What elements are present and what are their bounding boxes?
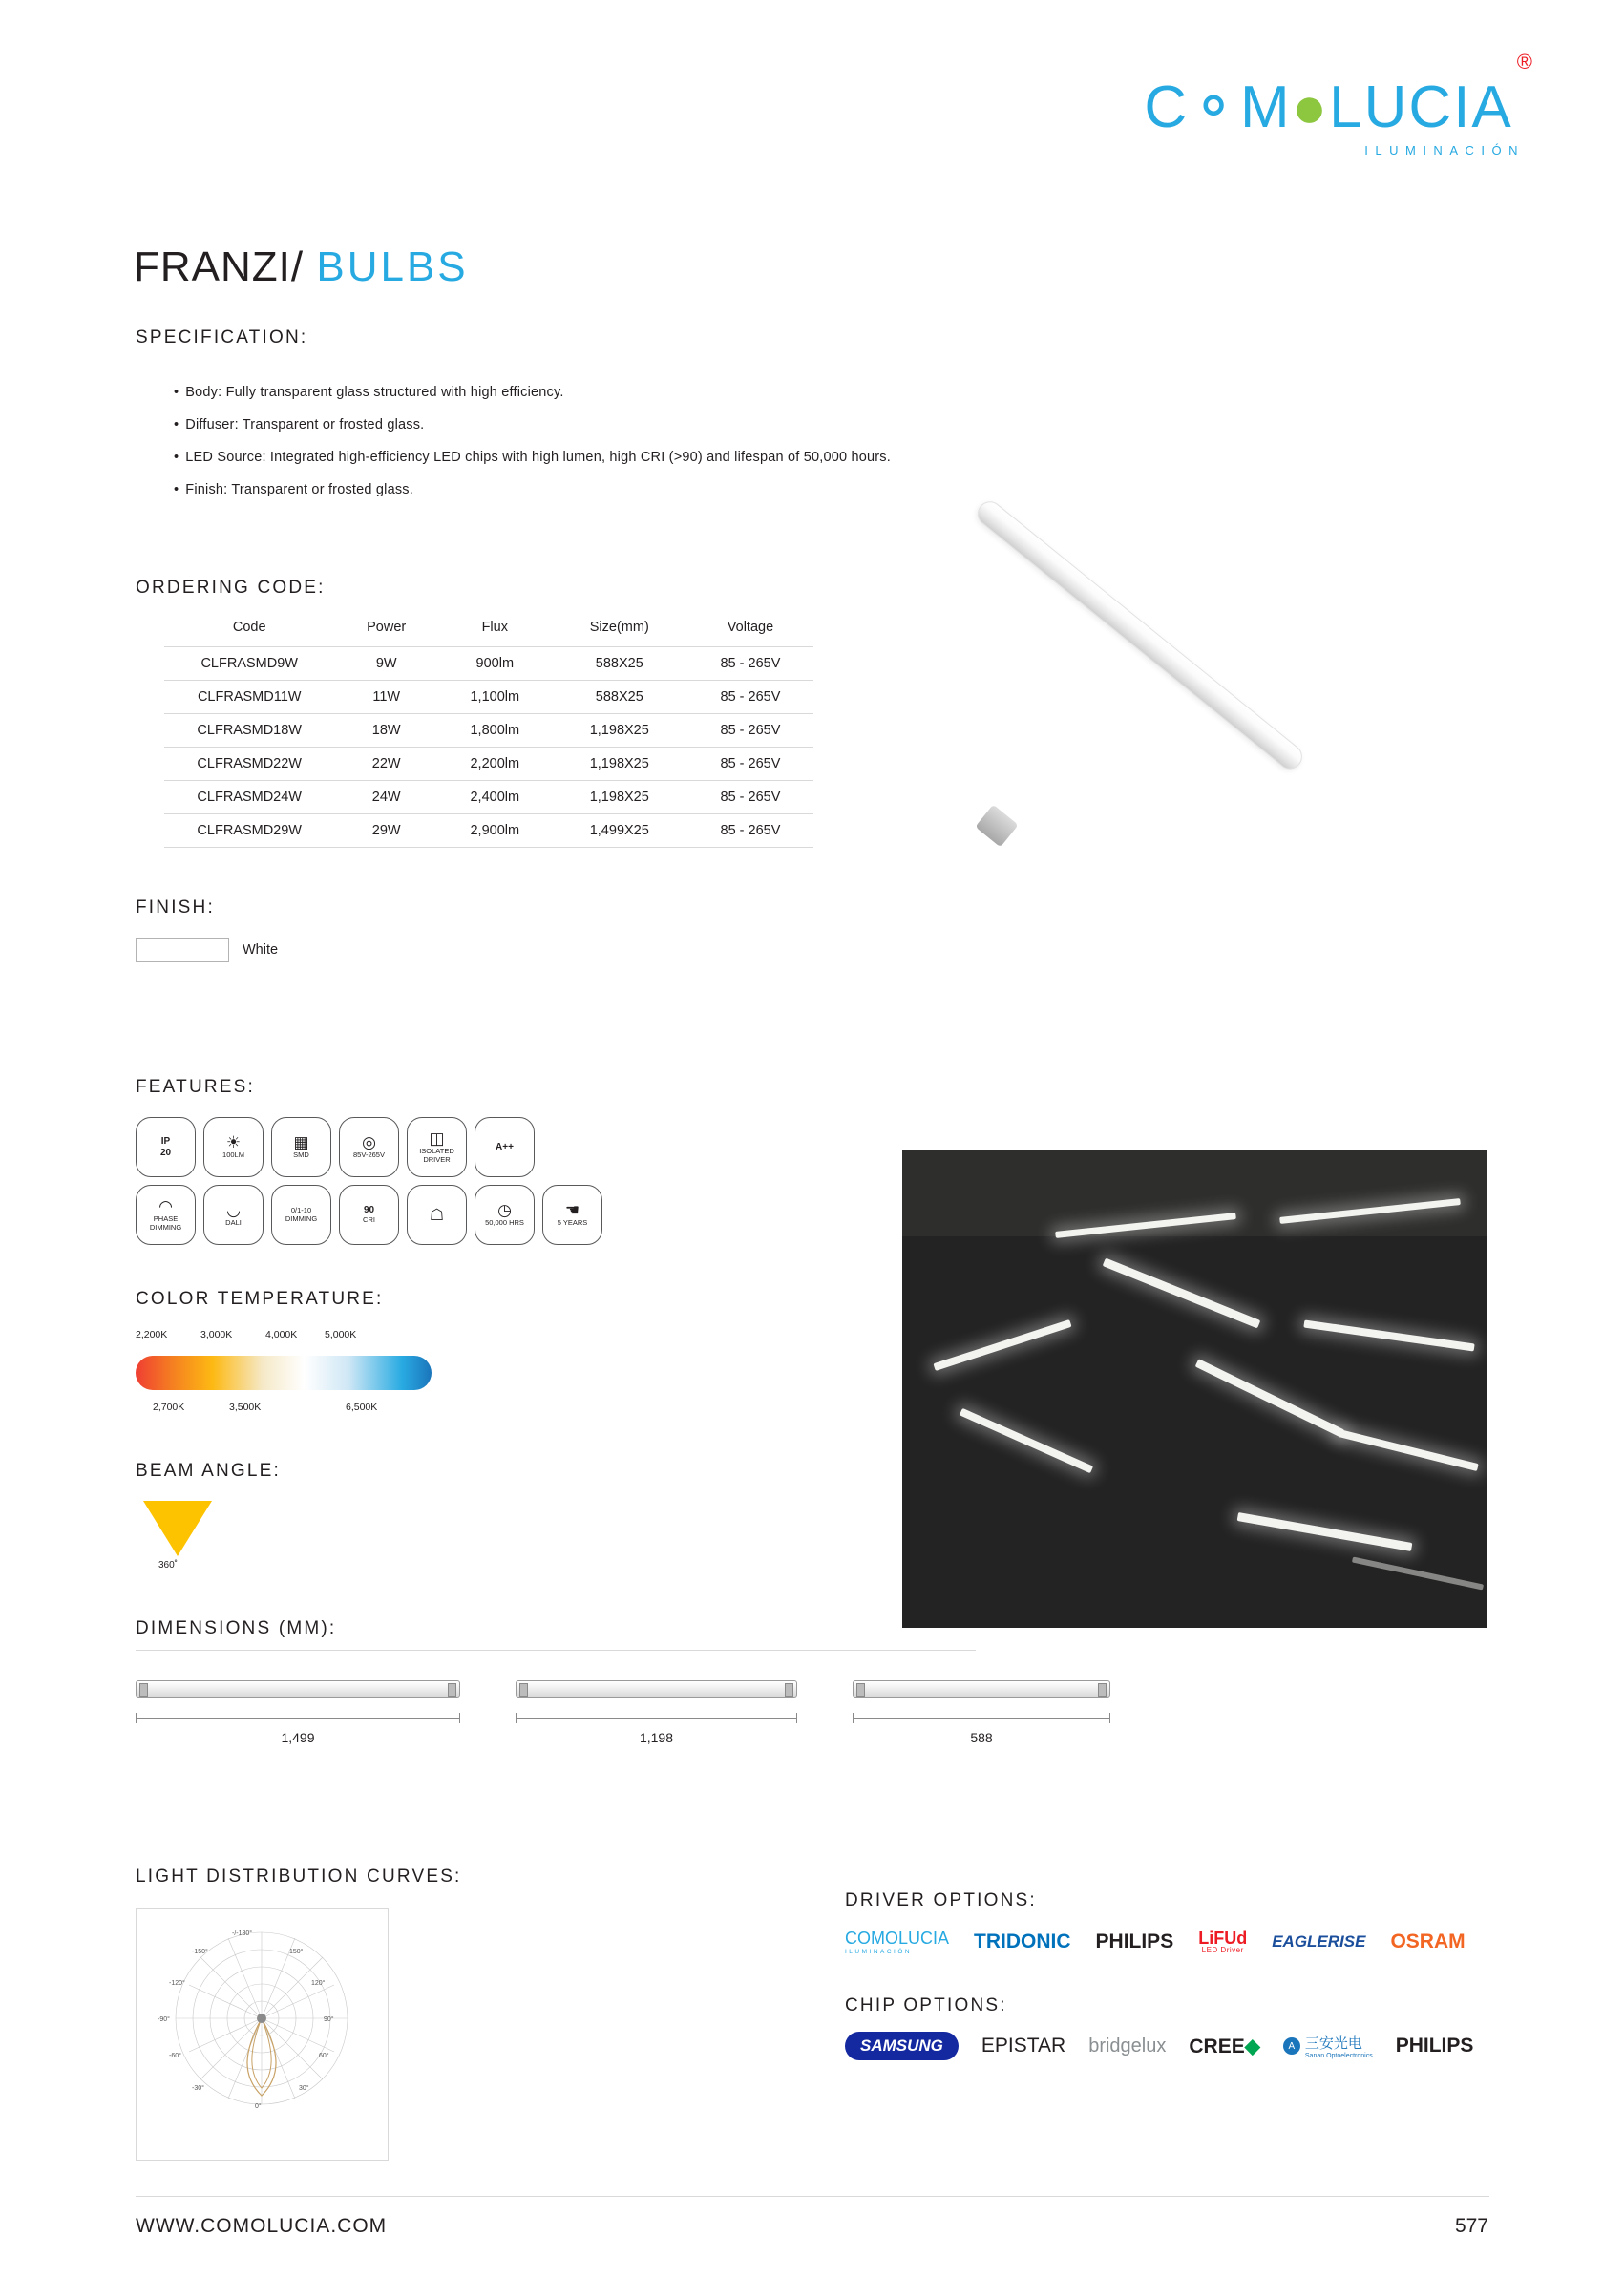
cct-label: 3,000K: [200, 1329, 233, 1340]
linear-luminaire: [1195, 1359, 1345, 1438]
brand-label: LiFUd: [1198, 1929, 1248, 1948]
product-photo: [988, 496, 1408, 821]
epistar-logo: EPISTAR: [981, 2035, 1066, 2057]
cell-voltage: 85 - 265V: [687, 814, 813, 848]
page-title: [134, 243, 469, 291]
feature-line2: CRI: [363, 1214, 375, 1224]
sun-glyph: ☀: [225, 1133, 242, 1152]
chip-options-heading: CHIP OPTIONS:: [845, 1995, 1007, 2015]
table-header-row: [164, 614, 813, 647]
linear-luminaire: [1237, 1512, 1413, 1551]
list-item: • Finish: Transparent or frosted glass.: [174, 483, 1148, 498]
voltage-icon: [339, 1117, 399, 1177]
chip-logos: [845, 2032, 1473, 2060]
cell-size: 1,198X25: [552, 748, 687, 781]
cct-label: 3,500K: [229, 1402, 262, 1413]
table-row: [164, 647, 813, 681]
cell-voltage: 85 - 265V: [687, 647, 813, 681]
table-row: [164, 814, 813, 848]
title-sub: BULBS: [316, 243, 469, 290]
ldc-label-150: 150°: [289, 1949, 304, 1955]
feature-line2: 50,000 HRS: [485, 1218, 524, 1228]
footer-website[interactable]: WWW.COMOLUCIA.COM: [136, 2215, 388, 2237]
features-row-1: [136, 1117, 602, 1177]
list-item: • LED Source: Integrated high-efficiency LED chips with high lumen, high CRI (>90) and lifespan of 50,000 hours.: [174, 451, 1148, 466]
column-header-power: Power: [367, 620, 407, 635]
cell-size: 588X25: [552, 681, 687, 714]
brand-sub: ILUMINACIÓN: [845, 1949, 913, 1955]
ldc-label-m120: -120°: [169, 1980, 185, 1987]
cell-voltage: 85 - 265V: [687, 714, 813, 748]
logo-wordmark: C⚬M●LUCIA®: [1144, 50, 1534, 140]
cct-label: 2,200K: [136, 1329, 168, 1340]
cell-voltage: 85 - 265V: [687, 781, 813, 814]
ldc-label-90: 90°: [324, 2016, 334, 2023]
isolated-driver-icon: [407, 1117, 467, 1177]
cell-flux: 900lm: [438, 647, 552, 681]
cct-label: 5,000K: [325, 1329, 357, 1340]
ordering-code-heading: ORDERING CODE:: [136, 578, 326, 598]
driver-options-heading: DRIVER OPTIONS:: [845, 1890, 1037, 1910]
linear-luminaire: [933, 1319, 1071, 1371]
dimension-item: [136, 1680, 460, 1745]
registered-trademark-icon: ®: [1516, 50, 1534, 74]
light-distribution-chart: [136, 1908, 389, 2161]
cri-icon: [339, 1185, 399, 1245]
ldc-label-60: 60°: [319, 2053, 329, 2059]
cct-gradient-bar: [136, 1356, 432, 1390]
eaglerise-logo: EAGLERISE: [1272, 1932, 1366, 1951]
samsung-logo: SAMSUNG: [845, 2032, 959, 2060]
dimensions-diagrams: [136, 1680, 1166, 1745]
table-row: [164, 714, 813, 748]
lumen-icon: [203, 1117, 264, 1177]
dali-glyph: ◡: [226, 1201, 241, 1220]
dimension-item: [853, 1680, 1110, 1745]
dimension-tick-left: [136, 1713, 137, 1723]
dimension-tick-left: [516, 1713, 517, 1723]
logo-bulb-icon: ●: [1291, 74, 1330, 140]
feature-line2: 20: [159, 1147, 172, 1158]
ldc-label-m90: -90°: [158, 2016, 170, 2023]
logo-tagline: ILUMINACIÓN: [1364, 143, 1525, 158]
sanan-mark-icon: A: [1283, 2037, 1300, 2055]
feature-line1: A++: [496, 1141, 514, 1152]
cell-code: CLFRASMD24W: [164, 781, 334, 814]
cct-label: 2,700K: [153, 1402, 185, 1413]
cell-power: 29W: [334, 814, 438, 848]
column-header-size: Size(mm): [589, 620, 649, 635]
feature-line2: DALI: [225, 1218, 242, 1228]
cell-code: CLFRASMD9W: [164, 647, 334, 681]
beam-angle-heading: BEAM ANGLE:: [136, 1461, 281, 1481]
list-item: • Body: Fully transparent glass structured with high efficiency.: [174, 386, 1148, 401]
brand-sub: Sanan Optoelectronics: [1304, 2053, 1373, 2059]
page-number: 577: [1454, 2215, 1488, 2237]
brand-logo: [1144, 50, 1534, 158]
cell-size: 588X25: [552, 647, 687, 681]
tube-outline: [136, 1680, 460, 1698]
linear-luminaire: [1338, 1429, 1478, 1471]
feature-line2: 100LM: [222, 1150, 244, 1160]
logo-lucia-text: LUCIA: [1329, 74, 1513, 140]
feature-line1: 0/1-10: [290, 1205, 312, 1214]
feature-line2: ISOLATED DRIVER: [419, 1146, 454, 1164]
ordering-code-table: [164, 614, 813, 848]
table-row: [164, 681, 813, 714]
beam-cone-icon: [143, 1501, 212, 1556]
cct-label: 4,000K: [265, 1329, 298, 1340]
warranty-icon: [542, 1185, 602, 1245]
logo-letter-c: C: [1144, 74, 1190, 140]
brand-sub: LED Driver: [1201, 1946, 1244, 1954]
features-row-2: [136, 1185, 602, 1245]
philips-chip-logo: PHILIPS: [1395, 2035, 1474, 2057]
title-main: FRANZI/: [134, 243, 305, 290]
cell-flux: 2,900lm: [438, 814, 552, 848]
dimension-value: 1,499: [281, 1730, 315, 1745]
cell-code: CLFRASMD18W: [164, 714, 334, 748]
feature-line1: IP: [160, 1136, 171, 1147]
tube-outline: [516, 1680, 797, 1698]
cct-label: 6,500K: [346, 1402, 378, 1413]
ldc-label-120: 120°: [311, 1980, 326, 1987]
application-photo: [902, 1150, 1487, 1628]
tube-outline: [853, 1680, 1110, 1698]
lifud-logo: [1198, 1930, 1247, 1954]
driver-glyph: ◫: [429, 1128, 445, 1148]
dimension-value: 588: [970, 1730, 993, 1745]
color-swatch-white[interactable]: [136, 938, 229, 962]
handshake-glyph: ☚: [564, 1201, 580, 1220]
cell-voltage: 85 - 265V: [687, 748, 813, 781]
finish-options: [136, 938, 278, 962]
dimension-bar: [516, 1718, 797, 1719]
list-item: • Diffuser: Transparent or frosted glass.: [174, 418, 1148, 433]
indoor-icon: [407, 1185, 467, 1245]
cell-flux: 1,800lm: [438, 714, 552, 748]
brand-label: COMOLUCIA: [845, 1929, 950, 1948]
ldc-label-0: 0°: [255, 2103, 262, 2110]
philips-driver-logo: PHILIPS: [1095, 1930, 1174, 1952]
feature-line2: SMD: [293, 1150, 309, 1160]
led-tube-image: [973, 496, 1308, 774]
cell-size: 1,198X25: [552, 781, 687, 814]
brand-label: 三安光电: [1304, 2035, 1362, 2052]
house-glyph: ☖: [429, 1205, 445, 1224]
column-header-code: Code: [232, 620, 266, 635]
smd-chip-icon: [271, 1117, 331, 1177]
lifespan-icon: [475, 1185, 535, 1245]
cree-logo: CREE◆: [1189, 2035, 1260, 2057]
dimension-item: [516, 1680, 797, 1745]
cell-flux: 2,200lm: [438, 748, 552, 781]
cell-power: 22W: [334, 748, 438, 781]
finish-heading: FINISH:: [136, 897, 215, 918]
cell-code: CLFRASMD22W: [164, 748, 334, 781]
phase-dimming-icon: [136, 1185, 196, 1245]
beam-angle-value: 360˚: [158, 1560, 179, 1571]
light-distribution-heading: LIGHT DISTRIBUTION CURVES:: [136, 1867, 462, 1887]
cell-power: 11W: [334, 681, 438, 714]
dimension-bar: [136, 1718, 460, 1719]
color-temperature-heading: COLOR TEMPERATURE:: [136, 1289, 384, 1309]
table-row: [164, 781, 813, 814]
divider: [136, 1650, 976, 1651]
linear-luminaire: [1352, 1557, 1484, 1591]
chip-glyph: ▦: [293, 1133, 309, 1152]
ldc-label-180: -/-180°: [232, 1930, 253, 1937]
dimension-tick-right: [459, 1713, 460, 1723]
bridgelux-logo: bridgelux: [1088, 2035, 1167, 2057]
ldc-label-m150: -150°: [192, 1949, 208, 1955]
linear-luminaire: [1103, 1258, 1261, 1329]
feature-line2: DIMMING: [285, 1213, 318, 1223]
feature-line2: 5 YEARS: [557, 1218, 588, 1228]
dimension-line: [853, 1713, 1110, 1724]
ip-rating-icon: [136, 1117, 196, 1177]
cell-power: 24W: [334, 781, 438, 814]
feature-line1: 90: [363, 1205, 375, 1216]
tridonic-logo: TRIDONIC: [974, 1930, 1071, 1952]
column-header-flux: Flux: [481, 620, 508, 635]
ldc-label-30: 30°: [299, 2085, 309, 2092]
dimension-tick-left: [853, 1713, 854, 1723]
phase-glyph: ◠: [158, 1196, 173, 1215]
cell-code: CLFRASMD29W: [164, 814, 334, 848]
cell-size: 1,198X25: [552, 714, 687, 748]
linear-luminaire: [1303, 1320, 1474, 1352]
cell-power: 18W: [334, 714, 438, 748]
cell-power: 9W: [334, 647, 438, 681]
finish-label: White: [243, 942, 279, 958]
cell-flux: 1,100lm: [438, 681, 552, 714]
footer-divider: [136, 2196, 1489, 2197]
dimension-tick-right: [796, 1713, 797, 1723]
linear-luminaire: [960, 1408, 1093, 1473]
cct-top-labels: [136, 1329, 441, 1340]
features-grid: [136, 1117, 602, 1253]
ldc-label-m30: -30°: [192, 2085, 204, 2092]
energy-class-icon: [475, 1117, 535, 1177]
sanan-logo: [1283, 2033, 1373, 2059]
dimension-line: [136, 1713, 460, 1724]
features-heading: FEATURES:: [136, 1077, 256, 1097]
dimensions-heading: DIMENSIONS (MM):: [136, 1618, 337, 1638]
brand-label: CREE: [1189, 2035, 1245, 2057]
gauge-glyph: ◎: [362, 1133, 376, 1152]
dimension-bar: [853, 1718, 1110, 1719]
comolucia-driver-logo: [845, 1929, 949, 1955]
cell-voltage: 85 - 265V: [687, 681, 813, 714]
osram-logo: OSRAM: [1390, 1930, 1466, 1952]
dimension-tick-right: [1109, 1713, 1110, 1723]
feature-line2: 85V-265V: [353, 1150, 385, 1160]
beam-angle-diagram: [143, 1501, 212, 1571]
cell-flux: 2,400lm: [438, 781, 552, 814]
feature-line2: PHASE DIMMING: [149, 1213, 182, 1232]
cell-size: 1,499X25: [552, 814, 687, 848]
tube-end-cap: [975, 805, 1018, 848]
dali-icon: [203, 1185, 264, 1245]
dimension-line: [516, 1713, 797, 1724]
ldc-label-m60: -60°: [169, 2053, 181, 2059]
cell-code: CLFRASMD11W: [164, 681, 334, 714]
column-header-voltage: Voltage: [727, 620, 774, 635]
clock-glyph: ◷: [497, 1201, 512, 1220]
0-10v-dimming-icon: [271, 1185, 331, 1245]
polar-diagram: [137, 1909, 388, 2160]
driver-logos: [845, 1929, 1466, 1955]
specification-heading: SPECIFICATION:: [136, 327, 308, 348]
table-row: [164, 748, 813, 781]
dimension-value: 1,198: [639, 1730, 674, 1745]
